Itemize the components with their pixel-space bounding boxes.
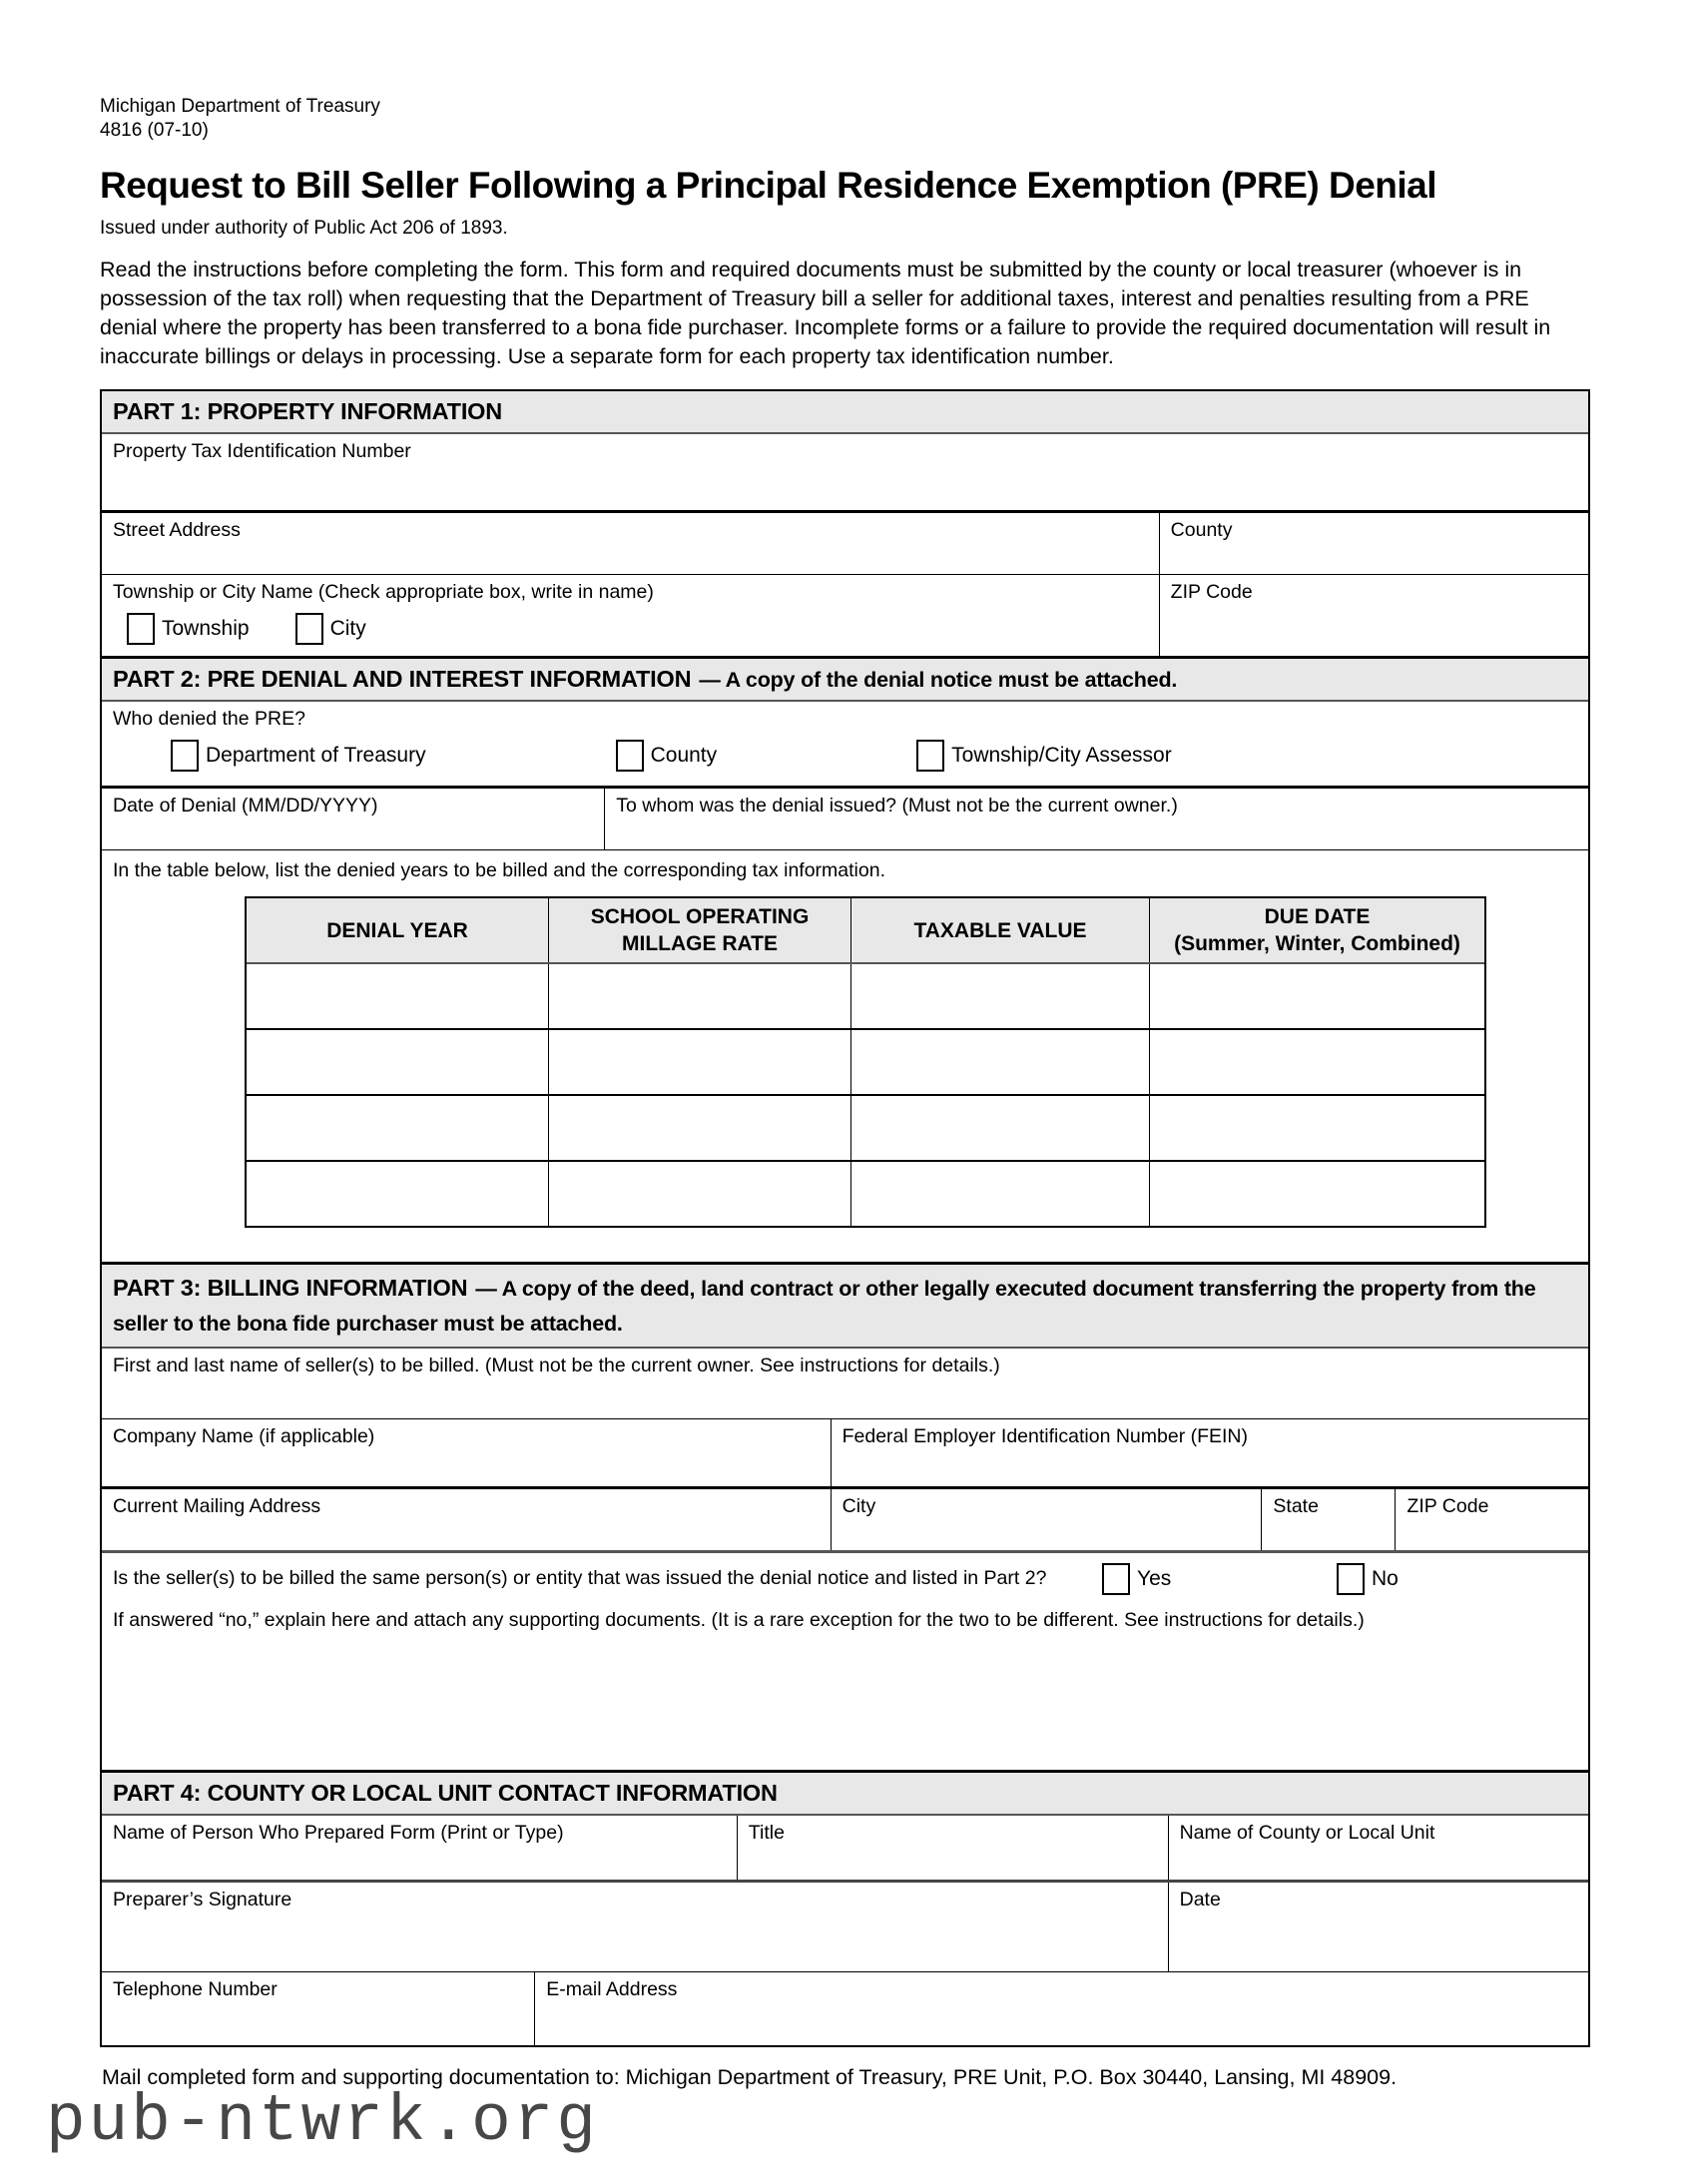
explain-writing-area[interactable]: [102, 1632, 1588, 1770]
seller-name-row: [102, 1349, 1588, 1418]
part1-heading: PART 1: PROPERTY INFORMATION: [113, 398, 502, 424]
township-city-name-field[interactable]: [102, 575, 1159, 656]
denial-date-row: [102, 786, 1588, 849]
signature-label: Preparer’s Signature: [113, 1889, 292, 1911]
millage-rate-cell[interactable]: [548, 1096, 850, 1160]
state-label: State: [1273, 1495, 1319, 1517]
form-number: 4816 (07-10): [100, 120, 209, 141]
part3-header-bar: [102, 1262, 1588, 1349]
state-zip-field[interactable]: [1395, 1489, 1588, 1550]
seller-name-field[interactable]: [102, 1349, 1588, 1418]
seller-name-label: First and last name of seller(s) to be billed. (Must not be the current owner. See instructions for details.): [113, 1355, 1000, 1376]
date-field[interactable]: [1168, 1883, 1588, 1971]
no-option: [1337, 1563, 1399, 1595]
signature-row: [102, 1880, 1588, 1971]
denial-years-table: [245, 896, 1486, 1228]
city-label: City: [842, 1495, 876, 1517]
part2-heading: PART 2: PRE DENIAL AND INTEREST INFORMATION: [113, 666, 692, 692]
date-of-denial-field[interactable]: [102, 789, 604, 849]
same-person-question: Is the seller(s) to be billed the same person(s) or entity that was issued the denial notice and listed in Part 2?: [113, 1567, 1047, 1589]
preparer-name-field[interactable]: [102, 1816, 737, 1880]
city-checkbox-label: City: [329, 617, 366, 640]
taxable-value-column-header: [850, 898, 1149, 962]
form-title: Request to Bill Seller Following a Principal Residence Exemption (PRE) Denial: [100, 165, 1437, 206]
yes-option: [1102, 1563, 1171, 1595]
state-zip-label: ZIP Code: [1407, 1495, 1489, 1517]
taxable-value-cell[interactable]: [850, 1030, 1149, 1094]
part3-heading: PART 3: BILLING INFORMATION: [113, 1275, 468, 1301]
denial-table-row: [247, 1094, 1484, 1160]
denial-year-cell[interactable]: [247, 1162, 548, 1226]
watermark: pub-ntwrk.org: [46, 2084, 599, 2159]
county-label: County: [1170, 519, 1233, 541]
due-date-header-line1: DUE DATE: [1264, 905, 1371, 928]
property-tax-id-label: Property Tax Identification Number: [113, 440, 411, 462]
date-of-denial-label: Date of Denial (MM/DD/YYYY): [113, 795, 378, 817]
township-city-label: Township or City Name (Check appropriate box, write in name): [113, 581, 654, 603]
city-checkbox[interactable]: [295, 613, 323, 645]
township-checkbox-label: Township: [162, 617, 250, 640]
denial-year-cell[interactable]: [247, 1030, 548, 1094]
county-denier-checkbox-label: County: [650, 744, 718, 767]
phone-field[interactable]: [102, 1972, 534, 2045]
signature-field[interactable]: [102, 1883, 1168, 1971]
local-unit-field[interactable]: [1168, 1816, 1588, 1880]
denial-issued-to-label: To whom was the denial issued? (Must not be the current owner.): [616, 795, 1178, 817]
mail-to-line: Mail completed form and supporting documentation to: Michigan Department of Treasury, PRE Unit, P.O. Box 30440, Lansing, MI 48909.: [102, 2065, 1398, 2089]
email-label: E-mail Address: [546, 1978, 678, 2000]
street-address-field[interactable]: [102, 513, 1159, 574]
part2-heading-note: — A copy of the denial notice must be attached.: [699, 668, 1178, 692]
state-field[interactable]: [1261, 1489, 1395, 1550]
mailing-address-field[interactable]: [102, 1489, 831, 1550]
who-denied-options: [171, 740, 1577, 772]
due-date-column-header: [1149, 898, 1484, 962]
millage-rate-header-line1: SCHOOL OPERATING: [590, 905, 810, 928]
denial-table-row: [247, 964, 1484, 1028]
same-person-question-row: [102, 1553, 1588, 1607]
email-field[interactable]: [534, 1972, 1588, 2045]
city-field[interactable]: [831, 1489, 1262, 1550]
agency-name: Michigan Department of Treasury: [100, 96, 380, 117]
preparer-name-row: [102, 1816, 1588, 1880]
denial-issued-to-field[interactable]: [604, 789, 1588, 849]
due-date-cell[interactable]: [1149, 1096, 1484, 1160]
who-denied-row: [102, 702, 1588, 786]
due-date-header-line2: (Summer, Winter, Combined): [1174, 932, 1460, 955]
due-date-cell[interactable]: [1149, 1162, 1484, 1226]
denial-table-section: [102, 849, 1588, 1262]
taxable-value-cell[interactable]: [850, 1162, 1149, 1226]
denial-table-row: [247, 1028, 1484, 1094]
millage-rate-column-header: [548, 898, 850, 962]
millage-rate-header-line2: MILLAGE RATE: [622, 932, 778, 955]
part4-header-bar: [102, 1770, 1588, 1816]
same-person-section: [102, 1550, 1588, 1770]
denial-year-header-line1: DENIAL YEAR: [326, 918, 468, 942]
assessor-checkbox[interactable]: [916, 740, 944, 772]
denial-year-column-header: [247, 898, 548, 962]
denial-year-cell[interactable]: [247, 1096, 548, 1160]
treasury-checkbox-label: Department of Treasury: [206, 744, 426, 767]
company-fein-row: [102, 1418, 1588, 1486]
taxable-value-header-line1: TAXABLE VALUE: [913, 918, 1087, 942]
zip-code-field[interactable]: [1159, 575, 1588, 656]
form-body: [100, 389, 1590, 2047]
part3-heading-note: — A copy of the deed, land contract or other legally executed document transferring the property from the seller to the bona fide purchaser must be attached.: [113, 1277, 1536, 1336]
yes-checkbox-label: Yes: [1137, 1567, 1172, 1590]
who-denied-field: [102, 702, 1588, 786]
denial-table-header-row: [247, 898, 1484, 964]
preparer-title-field[interactable]: [737, 1816, 1168, 1880]
assessor-checkbox-label: Township/City Assessor: [951, 744, 1172, 767]
no-checkbox[interactable]: [1337, 1563, 1365, 1595]
millage-rate-cell[interactable]: [548, 1030, 850, 1094]
denial-table-cell: [102, 850, 1588, 1262]
denial-table-row: [247, 1160, 1484, 1226]
taxable-value-cell[interactable]: [850, 1096, 1149, 1160]
township-checkbox[interactable]: [127, 613, 155, 645]
mailing-address-row: [102, 1486, 1588, 1550]
no-checkbox-label: No: [1372, 1567, 1399, 1590]
explain-label: If answered “no,” explain here and attach any supporting documents. (It is a rare exception for the two to be different. See instructions for details.): [113, 1609, 1365, 1631]
who-denied-label: Who denied the PRE?: [113, 708, 305, 730]
form-instructions: Read the instructions before completing the form. This form and required documents must be submitted by the county or local treasurer (whoever is in possession of the tax roll) when requesting that the Department of Treasury bill a seller for additional taxes, interest and penalties resulting from a PRE denial where the property has been transferred to a bona fide purchaser. Incomplete forms or a failure to provide the required documentation will result in inaccurate billings or delays in processing. Use a separate form for each property tax identification number.: [100, 258, 1551, 368]
fein-label: Federal Employer Identification Number (FEIN): [842, 1425, 1249, 1447]
fein-field[interactable]: [831, 1419, 1588, 1486]
preparer-title-label: Title: [748, 1822, 785, 1844]
company-name-field[interactable]: [102, 1419, 831, 1486]
county-field[interactable]: [1159, 513, 1588, 574]
part2-header-bar: [102, 656, 1588, 702]
mailing-address-label: Current Mailing Address: [113, 1495, 321, 1517]
date-label: Date: [1179, 1889, 1221, 1911]
due-date-cell[interactable]: [1149, 964, 1484, 1028]
street-address-label: Street Address: [113, 519, 241, 541]
part4-heading: PART 4: COUNTY OR LOCAL UNIT CONTACT INFORMATION: [113, 1780, 778, 1806]
county-denier-checkbox[interactable]: [616, 740, 644, 772]
township-city-options: [127, 613, 1148, 645]
part1-header-bar: [102, 391, 1588, 434]
township-zip-row: [102, 574, 1588, 656]
due-date-cell[interactable]: [1149, 1030, 1484, 1094]
phone-label: Telephone Number: [113, 1978, 278, 2000]
local-unit-label: Name of County or Local Unit: [1179, 1822, 1435, 1844]
authority-line: Issued under authority of Public Act 206 of 1893.: [100, 218, 508, 239]
treasury-checkbox[interactable]: [171, 740, 199, 772]
zip-code-label: ZIP Code: [1170, 581, 1253, 603]
millage-rate-cell[interactable]: [548, 964, 850, 1028]
property-tax-id-row: [102, 434, 1588, 510]
taxable-value-cell[interactable]: [850, 964, 1149, 1028]
yes-checkbox[interactable]: [1102, 1563, 1130, 1595]
millage-rate-cell[interactable]: [548, 1162, 850, 1226]
property-tax-id-field[interactable]: [102, 434, 1588, 510]
preparer-name-label: Name of Person Who Prepared Form (Print or Type): [113, 1822, 564, 1844]
phone-email-row: [102, 1971, 1588, 2045]
street-county-row: [102, 510, 1588, 574]
denial-table-intro: In the table below, list the denied years to be billed and the corresponding tax information.: [113, 859, 885, 881]
company-name-label: Company Name (if applicable): [113, 1425, 375, 1447]
denial-year-cell[interactable]: [247, 964, 548, 1028]
